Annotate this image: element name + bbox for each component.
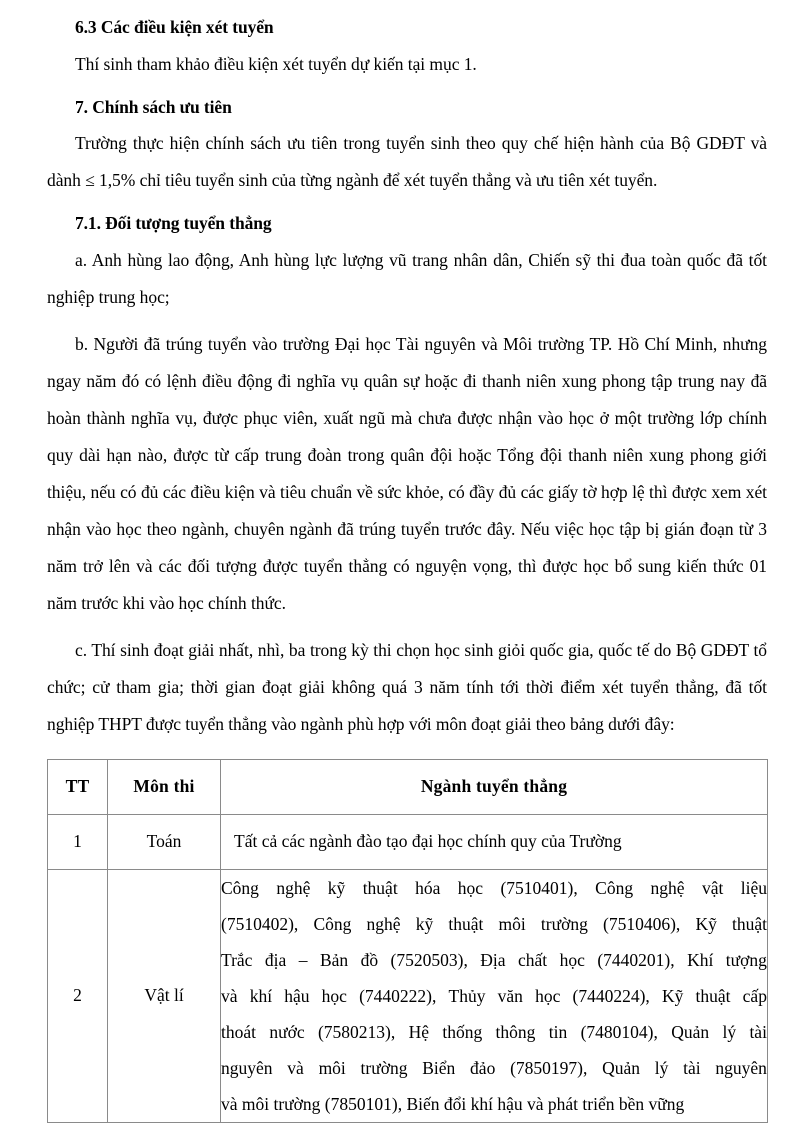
paragraph-7-1-a: a. Anh hùng lao động, Anh hùng lực lượng vũ trang nhân dân, Chiến sỹ thi đua toàn quốc đã tốt nghiệp trung học; — [47, 249, 767, 307]
column-header-tt: TT — [48, 759, 108, 814]
spacer — [47, 199, 767, 206]
spacer — [47, 622, 767, 632]
table-container — [47, 743, 767, 1123]
table-row — [48, 814, 768, 869]
cell-text-line: (7510402), Công nghệ kỹ thuật môi trường (7510406), Kỹ thuật — [221, 913, 767, 934]
section-heading-6-3: 6.3 Các điều kiện xét tuyển — [75, 17, 274, 37]
cell-tt: 1 — [48, 814, 108, 869]
cell-nganh — [221, 869, 768, 1122]
bang-nganh-tuyen-thang — [47, 759, 768, 1123]
cell-text-line: và môi trường (7850101), Biến đổi khí hậu và phát triển bền vững — [221, 1093, 685, 1114]
cell-nganh-lines — [221, 870, 767, 1122]
paragraph-7-1-b: b. Người đã trúng tuyển vào trường Đại học Tài nguyên và Môi trường TP. Hồ Chí Minh, nhưng ngay năm đó có lệnh điều động đi nghĩa vụ quân sự hoặc đi thanh niên xung phong tập trung nay đã hoàn thành nghĩa vụ, được phục viên, xuất ngũ mà chưa được nhận vào học ở một trường lớp chính quy dài hạn nào, được từ cấp trung đoàn trong quân đội hoặc Tổng đội thanh niên xung phong giới thiệu, nếu có đủ các điều kiện và tiêu chuẩn về sức khỏe, có đầy đủ các giấy tờ hợp lệ thì được xem xét nhận vào học theo ngành, chuyên ngành đã trúng tuyển trước đây. Nếu việc học tập bị gián đoạn từ 3 năm trở lên và các đối tượng được tuyển thẳng có nguyện vọng, thì được học bổ sung kiến thức 01 năm trước khi vào học chính thức. — [47, 333, 767, 613]
cell-nganh: Tất cả các ngành đào tạo đại học chính quy của Trường — [221, 814, 768, 869]
column-header-nganh: Ngành tuyển thẳng — [221, 759, 768, 814]
paragraph-7-1-c: c. Thí sinh đoạt giải nhất, nhì, ba trong kỳ thi chọn học sinh giỏi quốc gia, quốc tế do Bộ GDĐT tổ chức; cử tham gia; thời gian đoạt giải không quá 3 năm tính tới thời điểm xét tuyển thẳng, đã tốt nghiệp THPT được tuyển thẳng vào ngành phù hợp với môn đoạt giải theo bảng dưới đây: — [47, 639, 767, 734]
spacer — [47, 83, 767, 90]
cell-tt: 2 — [48, 869, 108, 1122]
paragraph-7-1: Trường thực hiện chính sách ưu tiên trong tuyển sinh theo quy chế hiện hành của Bộ GDĐT và dành ≤ 1,5% chỉ tiêu tuyển sinh của từng ngành để xét tuyển thẳng và ưu tiên xét tuyển. — [47, 133, 767, 190]
cell-mon-thi: Toán — [108, 814, 221, 869]
paragraph-6-3-1: Thí sinh tham khảo điều kiện xét tuyển dự kiến tại mục 1. — [75, 53, 477, 74]
cell-text-line: Công nghệ kỹ thuật hóa học (7510401), Công nghệ vật liệu — [221, 877, 767, 898]
section-heading-7-1: 7.1. Đối tượng tuyển thẳng — [75, 213, 272, 233]
cell-text-line: thoát nước (7580213), Hệ thống thông tin (7480104), Quản lý tài — [221, 1021, 767, 1042]
spacer — [47, 316, 767, 326]
cell-text-line: và khí hậu học (7440222), Thủy văn học (7440224), Kỹ thuật cấp — [221, 985, 767, 1006]
cell-text-line: nguyên và môi trường Biển đảo (7850197), Quản lý tài nguyên — [221, 1057, 767, 1078]
table-row — [48, 869, 768, 1122]
column-header-mon-thi: Môn thi — [108, 759, 221, 814]
cell-mon-thi: Vật lí — [108, 869, 221, 1122]
section-heading-7: 7. Chính sách ưu tiên — [75, 96, 232, 117]
table-header-row — [48, 759, 768, 814]
cell-text-line: Trắc địa – Bản đồ (7520503), Địa chất học (7440201), Khí tượng — [221, 949, 767, 970]
